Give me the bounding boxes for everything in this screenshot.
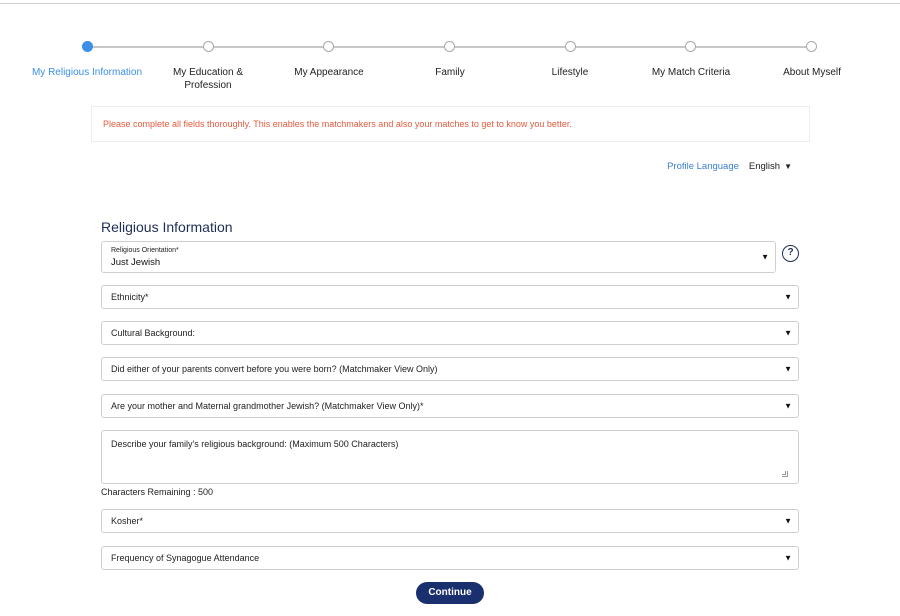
info-notice: Please complete all fields thoroughly. This enables the matchmakers and also your matches to get to know you better. (91, 106, 810, 142)
step-label-education[interactable]: My Education & Profession (172, 67, 244, 91)
profile-language-link[interactable]: Profile Language (667, 161, 739, 172)
step-dot-family[interactable] (444, 41, 455, 52)
ethnicity-label: Ethnicity* (111, 292, 149, 302)
religious-orientation-select[interactable] (101, 241, 776, 273)
religious-orientation-label: Religious Orientation* (111, 247, 179, 254)
profile-language-row (667, 161, 792, 172)
characters-remaining: Characters Remaining : 500 (101, 487, 214, 497)
step-label-match-criteria[interactable]: My Match Criteria (651, 67, 731, 78)
continue-button[interactable]: Continue (416, 582, 484, 604)
mother-jewish-label: Are your mother and Maternal grandmother Jewish? (Matchmaker View Only)* (111, 401, 424, 411)
chevron-down-icon: ▼ (784, 328, 792, 338)
mother-jewish-select[interactable] (101, 394, 799, 418)
chevron-down-icon: ▼ (784, 401, 792, 411)
religious-background-placeholder: Describe your family's religious background: (Maximum 500 Characters) (111, 439, 399, 449)
synagogue-attendance-label: Frequency of Synagogue Attendance (111, 553, 260, 563)
step-dot-lifestyle[interactable] (565, 41, 576, 52)
step-label-family[interactable]: Family (435, 67, 465, 78)
resize-handle-icon[interactable] (782, 471, 788, 477)
step-dot-about-myself[interactable] (806, 41, 817, 52)
step-dot-religious[interactable] (82, 41, 93, 52)
parents-convert-select[interactable] (101, 357, 799, 381)
section-title: Religious Information (101, 219, 233, 235)
religious-orientation-value: Just Jewish (111, 257, 161, 268)
cultural-background-select[interactable] (101, 321, 799, 345)
step-label-lifestyle[interactable]: Lifestyle (551, 67, 589, 78)
top-divider (0, 3, 900, 4)
ethnicity-select[interactable] (101, 285, 799, 309)
chevron-down-icon: ▼ (784, 162, 792, 171)
chevron-down-icon: ▼ (784, 292, 792, 302)
step-dot-appearance[interactable] (323, 41, 334, 52)
kosher-label: Kosher* (111, 516, 144, 526)
step-label-about-myself[interactable]: About Myself (783, 67, 841, 78)
step-label-appearance[interactable]: My Appearance (294, 67, 364, 78)
step-dot-education[interactable] (203, 41, 214, 52)
religious-background-textarea[interactable] (101, 430, 799, 484)
chevron-down-icon: ▼ (784, 516, 792, 526)
chevron-down-icon: ▼ (784, 553, 792, 563)
cultural-background-label: Cultural Background: (111, 328, 196, 338)
step-label-religious[interactable]: My Religious Information (31, 67, 143, 78)
step-dot-match-criteria[interactable] (685, 41, 696, 52)
language-selected: English (748, 161, 781, 172)
synagogue-attendance-select[interactable] (101, 546, 799, 570)
chevron-down-icon: ▼ (784, 364, 792, 374)
kosher-select[interactable] (101, 509, 799, 533)
chevron-down-icon: ▼ (761, 252, 769, 262)
parents-convert-label: Did either of your parents convert before you were born? (Matchmaker View Only) (111, 364, 438, 374)
help-icon[interactable]: ? (782, 245, 799, 262)
language-select[interactable] (749, 161, 792, 172)
